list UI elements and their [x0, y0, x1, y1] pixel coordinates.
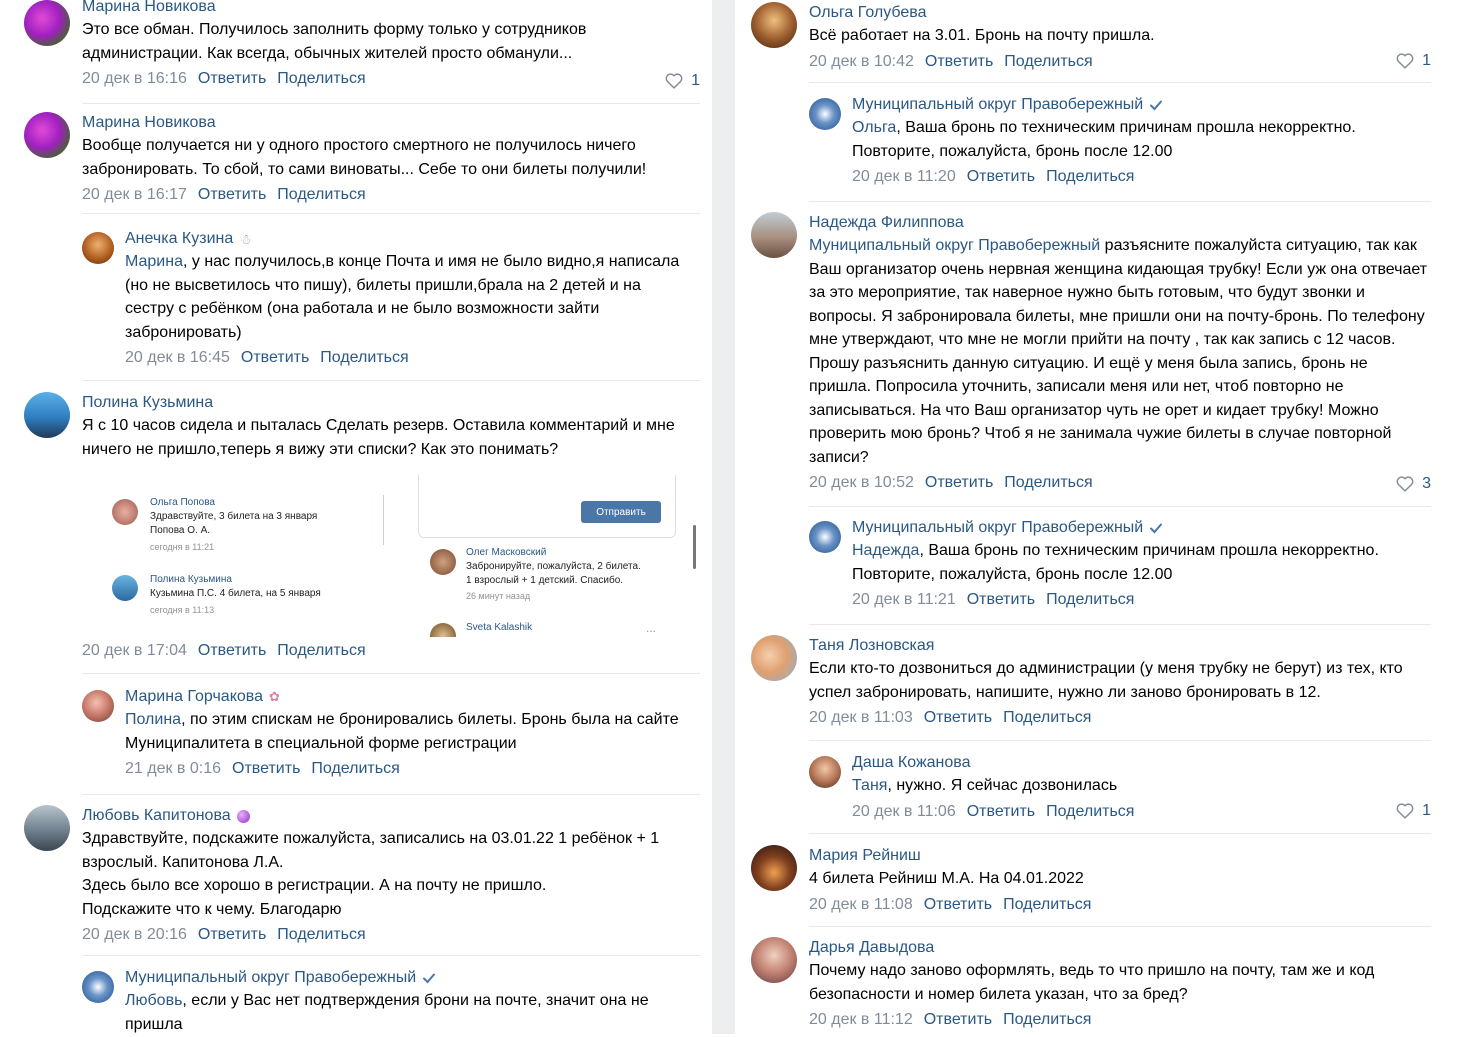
comment-meta [809, 708, 1431, 728]
like-count: 1 [691, 72, 700, 89]
reply-button[interactable]: Ответить [966, 802, 1036, 820]
embed-time: сегодня в 11:13 [150, 605, 215, 615]
avatar [112, 575, 138, 601]
divider [809, 201, 1431, 202]
comment-reply [809, 752, 1431, 832]
share-button[interactable]: Поделиться [1004, 52, 1093, 70]
comment-text: 4 билета Рейниш М.А. На 04.01.2022 [809, 870, 1084, 887]
comment-date[interactable]: 20 дек в 16:17 [82, 186, 187, 203]
reply-button[interactable]: Ответить [966, 168, 1036, 185]
avatar[interactable] [751, 845, 797, 891]
comment-date[interactable]: 20 дек в 11:08 [809, 895, 913, 913]
comment-author[interactable]: Муниципальный округ Правобережный [125, 967, 694, 989]
mention-link[interactable]: Муниципальный округ Правобережный [809, 237, 1101, 254]
share-button[interactable]: Поделиться [277, 70, 366, 87]
reply-button[interactable]: Ответить [197, 70, 267, 87]
comment-meta [82, 69, 700, 89]
community-avatar[interactable] [82, 971, 114, 1003]
divider [82, 213, 700, 214]
comment-author[interactable]: Марина Новикова [82, 114, 216, 131]
avatar[interactable] [809, 756, 841, 788]
comment-text: Вообще получается ни у одного простого смертного не получилось ничего забронировать. То сбой, то сами виноваты... Себе то они билеты получили! [82, 137, 647, 178]
attached-screenshot[interactable] [82, 475, 702, 637]
reply-button[interactable]: Ответить [232, 760, 301, 777]
share-button[interactable]: Поделиться [277, 186, 366, 203]
comment-meta [82, 641, 366, 661]
divider [809, 833, 1431, 834]
heart-icon [665, 73, 683, 89]
avatar [112, 499, 138, 525]
scrollbar[interactable] [693, 525, 696, 569]
divider [82, 103, 700, 104]
like-button[interactable] [1396, 802, 1431, 820]
comment-author[interactable]: Полина Кузьмина [82, 394, 214, 411]
heart-icon [1396, 803, 1414, 819]
comment-date[interactable]: 20 дек в 11:06 [852, 802, 956, 820]
community-avatar[interactable] [809, 98, 841, 130]
comment [24, 0, 700, 96]
avatar[interactable] [24, 392, 70, 438]
comment-text: Надежда, Ваша бронь по техническим причинам прошла некорректно. Повторите, пожалуйста, бронь после 12.00 [852, 542, 1379, 583]
like-button[interactable] [1396, 52, 1431, 70]
comment-text: Это все обман. Получилось заполнить форму только у сотрудников администрации. Как всегда, обычных жителей просто обманули... [82, 21, 587, 62]
comment-date[interactable]: 20 дек в 17:04 [82, 642, 187, 659]
comment-date[interactable]: 20 дек в 11:20 [852, 168, 956, 185]
comment-author[interactable]: Марина Новикова [82, 0, 216, 15]
left-comments-column [0, 0, 712, 1034]
reply-button[interactable]: Ответить [240, 349, 310, 366]
reply-button[interactable]: Ответить [197, 926, 267, 943]
comment-reply [82, 686, 688, 786]
comment [751, 2, 1431, 74]
share-button[interactable]: Поделиться [1003, 1011, 1092, 1028]
comment-meta [82, 185, 700, 205]
comment-date[interactable]: 20 дек в 16:45 [125, 349, 230, 366]
reply-button[interactable]: Ответить [924, 474, 994, 491]
share-button[interactable]: Поделиться [320, 349, 409, 366]
like-count: 1 [1422, 802, 1431, 819]
comment [751, 937, 1431, 1034]
comment-author[interactable]: Муниципальный округ Правобережный [852, 94, 1431, 116]
comment-author[interactable]: Анечка Кузина ☃ [125, 230, 252, 247]
comment-author[interactable]: Муниципальный округ Правобережный [852, 517, 1431, 539]
avatar[interactable] [751, 2, 797, 48]
crystal-ball-emoji-icon [237, 810, 250, 823]
reply-button[interactable]: Ответить [924, 52, 994, 70]
embed-author: Sveta Kalashik [466, 622, 533, 633]
embed-author: Полина Кузьмина [150, 574, 232, 585]
comment-reply [82, 967, 694, 1037]
divider [82, 380, 700, 381]
avatar[interactable] [24, 0, 70, 46]
comment-meta [809, 52, 1431, 72]
comment-text: Марина, у нас получилось,в конце Почта и имя не было видно,я написала (но не высветилось что пишу), билеты пришли,брала на 2 детей и на сестру с ребёнком (она работала и не было возможности зайти забронировать) [125, 253, 680, 341]
comment-meta [82, 925, 700, 945]
comment-author[interactable]: Надежда Филиппова [809, 214, 964, 231]
embed-author: Олег Масковский [466, 547, 547, 558]
divider [809, 926, 1431, 927]
comment-date[interactable]: 20 дек в 20:16 [82, 926, 187, 943]
comment-text: Муниципальный округ Правобережный разъясните пожалуйста ситуацию, так как Ваш организатор очень нервная женщина кидающая трубку! Если уж она отвечает за это мероприятие, так наверное нужно быть готовым, что будут звонки и вопросы. Я забронировала билеты, мне пришли они на почту-бронь. По телефону мне утверждают, что мне не могли прийти на почту , так как запись с 12 часов. Прошу разъяснить данную ситуацию. И ещё у меня была запись, бронь не пришла. Попросила уточнить, записали меня или нет, чтоб повторно не записываться. На что Ваш организатор чуть не орет и кидает трубку! Можно проверить мою бронь? Чтоб я не занимала чужие билеты в случае повторной записи? [809, 237, 1428, 466]
heart-icon [1396, 476, 1414, 492]
reply-button[interactable]: Ответить [197, 642, 267, 659]
heart-icon [1396, 53, 1414, 69]
divider [809, 740, 1431, 741]
verified-icon [1149, 521, 1163, 535]
comment [24, 392, 700, 472]
divider [82, 673, 700, 674]
share-button[interactable]: Поделиться [1046, 802, 1135, 820]
divider [82, 955, 700, 956]
comment-author[interactable]: Мария Рейниш [809, 847, 921, 864]
like-button[interactable] [1396, 475, 1431, 493]
comment-author[interactable]: Таня Лозновская [809, 637, 935, 654]
embed-time: сегодня в 11:21 [150, 542, 215, 552]
comment-reply [82, 228, 688, 373]
embed-text: Забронируйте, пожалуйста, 2 билета. [466, 561, 641, 572]
embed-text: Здравствуйте, 3 билета на 3 января [150, 511, 318, 522]
avatar [430, 623, 456, 637]
comment [751, 845, 1431, 923]
avatar[interactable] [751, 212, 797, 258]
divider [82, 794, 700, 795]
comment-author[interactable]: Ольга Голубева [809, 4, 927, 21]
reply-button[interactable]: Ответить [197, 186, 267, 203]
share-button[interactable]: Поделиться [1004, 474, 1093, 491]
comment-text: Любовь, если у Вас нет подтверждения брони на почте, значит она не пришла [125, 992, 649, 1033]
avatar[interactable] [82, 690, 114, 722]
comment-text: Здравствуйте, подскажите пожалуйста, записались на 03.01.22 1 ребёнок + 1 взрослый. Капитонова Л.А. Здесь было все хорошо в регистрации. А на почту не пришло. Подскажите что к чему. Благодарю [82, 830, 660, 918]
comment-meta [809, 1010, 1431, 1030]
comment-text: Если кто-то дозвониться до администрации (у меня трубку не берут) из тех, кто успел забронировать, напишите, нужно ли заново бронировать в 12. [809, 660, 1403, 701]
comment-meta [809, 473, 1431, 493]
flower-emoji-icon: ✿ [269, 689, 280, 704]
verified-icon [422, 971, 436, 985]
comment-text: Полина, по этим спискам не бронировались билеты. Бронь была на сайте Муниципалитета в специальной форме регистрации [125, 711, 679, 752]
share-button[interactable]: Поделиться [1046, 168, 1135, 185]
comment-author[interactable]: Любовь Капитонова [82, 805, 700, 827]
avatar[interactable] [82, 232, 114, 264]
comment-date[interactable]: 20 дек в 11:03 [809, 709, 913, 726]
reply-button[interactable]: Ответить [923, 1011, 993, 1028]
comment-text: Ольга, Ваша бронь по техническим причинам прошла некорректно. Повторите, пожалуйста, бронь после 12.00 [852, 119, 1356, 160]
reply-button[interactable]: Ответить [966, 591, 1036, 608]
comment [751, 635, 1431, 735]
comment-text: Почему надо заново оформлять, ведь то что пришло на почту, там же и код безопасности и номер билета указан, что за бред? [809, 962, 1375, 1003]
comment-author[interactable]: Дарья Давыдова [809, 939, 935, 956]
comment-date[interactable]: 20 дек в 10:52 [809, 474, 914, 491]
avatar[interactable] [751, 635, 797, 681]
more-icon[interactable]: ... [646, 621, 657, 635]
comment [24, 805, 700, 955]
reply-button[interactable]: Ответить [923, 709, 993, 726]
comment [24, 112, 700, 212]
share-button[interactable]: Поделиться [1046, 591, 1135, 608]
community-avatar[interactable] [809, 521, 841, 553]
like-count: 3 [1422, 475, 1431, 492]
comment-reply [809, 94, 1431, 194]
comment-text: Таня, нужно. Я сейчас дозвонилась [852, 777, 1118, 794]
comment-date[interactable]: 21 дек в 0:16 [125, 760, 222, 777]
divider [809, 624, 1431, 625]
send-button[interactable]: Отправить [581, 501, 661, 523]
reply-button[interactable]: Ответить [923, 895, 993, 913]
embed-text: Кузьмина П.С. 4 билета, на 5 января [150, 588, 321, 599]
like-button[interactable] [665, 72, 700, 90]
divider [809, 82, 1431, 83]
right-comments-column [735, 0, 1460, 1034]
mention-link[interactable]: Таня [852, 777, 888, 794]
ghost-emoji-icon: ☃ [239, 231, 252, 247]
mention-link[interactable]: Полина [125, 711, 182, 728]
avatar[interactable] [751, 937, 797, 983]
mention-link[interactable]: Марина [125, 253, 183, 270]
column-divider [712, 0, 735, 1034]
mention-link[interactable]: Любовь [125, 992, 183, 1009]
comment-meta [809, 895, 1431, 915]
divider [383, 495, 384, 545]
like-count: 1 [1422, 52, 1431, 69]
comment-text: Всё работает на 3.01. Бронь на почту пришла. [809, 27, 1155, 44]
share-button[interactable]: Поделиться [1003, 895, 1092, 913]
avatar[interactable] [24, 805, 70, 851]
verified-icon [1149, 98, 1163, 112]
comment-text: Я с 10 часов сидела и пыталась Сделать резерв. Оставила комментарий и мне ничего не пришло,теперь я вижу эти списки? Как это понимать? [82, 417, 675, 458]
share-button[interactable]: Поделиться [277, 642, 366, 659]
share-button[interactable]: Поделиться [311, 760, 400, 777]
comment-meta [852, 802, 1431, 822]
comment-meta [125, 759, 688, 779]
embed-time: 26 минут назад [466, 591, 531, 601]
comment-meta [852, 590, 1431, 610]
embed-text: Попова О. А. [150, 525, 211, 536]
comment-meta [852, 167, 1431, 187]
comment-date[interactable]: 20 дек в 10:42 [809, 52, 914, 70]
comment [751, 212, 1431, 502]
comment-date[interactable]: 20 дек в 11:21 [852, 591, 956, 608]
divider [809, 506, 1431, 507]
comment-author[interactable]: Марина Горчакова ✿ [125, 688, 280, 705]
comment-date[interactable]: 20 дек в 11:12 [809, 1011, 913, 1028]
avatar[interactable] [24, 112, 70, 158]
share-button[interactable]: Поделиться [277, 926, 366, 943]
embed-author: Ольга Попова [150, 497, 215, 508]
comment-date[interactable]: 20 дек в 16:16 [82, 70, 187, 87]
comment-meta [125, 348, 688, 368]
avatar [430, 549, 456, 575]
comment-author[interactable]: Даша Кожанова [852, 754, 971, 771]
share-button[interactable]: Поделиться [1003, 709, 1092, 726]
mention-link[interactable]: Ольга [852, 119, 897, 136]
embed-text: 1 взрослый + 1 детский. Спасибо. [466, 575, 624, 586]
mention-link[interactable]: Надежда [852, 542, 920, 559]
comment-reply [809, 517, 1431, 617]
